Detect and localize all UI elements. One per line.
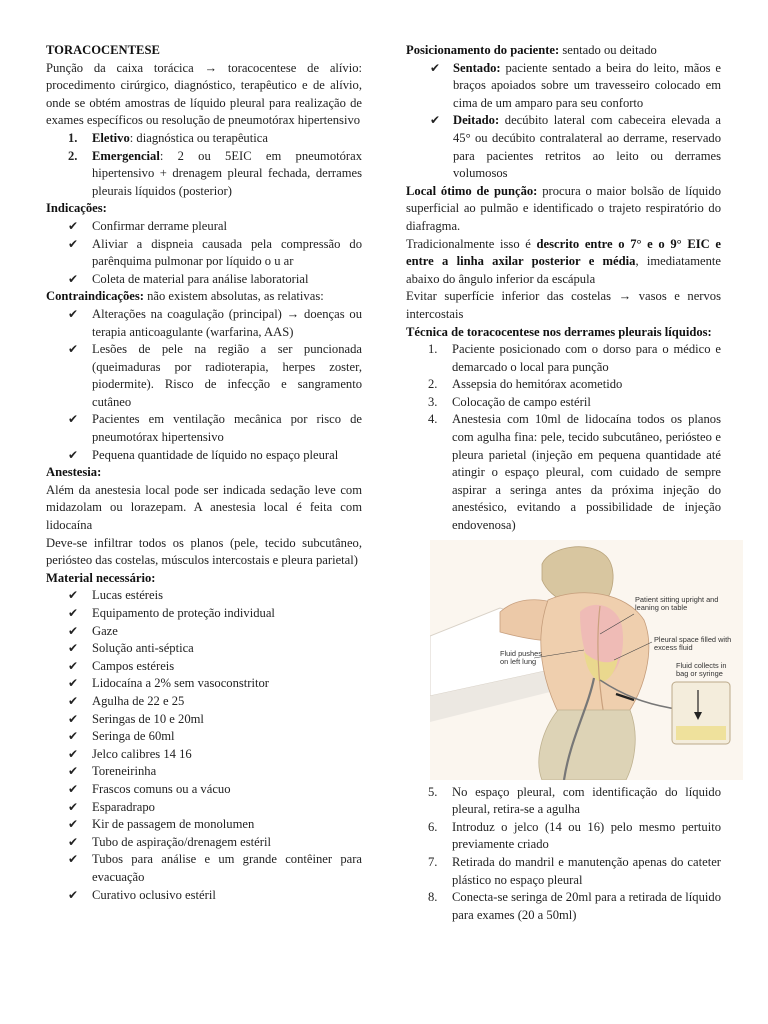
type-number: 2. [68, 148, 78, 163]
type-term: Eletivo [92, 130, 130, 145]
material-item [46, 658, 362, 676]
indication-item-text: Confirmar derrame pleural [92, 218, 227, 233]
illustration-drawing [430, 540, 743, 780]
material-item-text: Seringas de 10 e 20ml [92, 711, 204, 726]
step-number: 4. [428, 412, 438, 427]
contraindication-item [46, 447, 362, 465]
material-item [46, 623, 362, 641]
positioning-heading: Posicionamento do paciente: [406, 43, 560, 57]
indication-item [46, 271, 362, 289]
step-text: Conecta-se seringa de 20ml para a retirada de líquido para exames (20 a 50ml) [452, 890, 721, 922]
checkmark-icon: ✔ [68, 852, 79, 867]
step-text: No espaço pleural, com identificação do líquido pleural, retira-se a agulha [452, 784, 721, 817]
material-item-text: Tubos para análise e um grande contêiner para evacuação [92, 852, 362, 884]
label-pleural-space: Pleural space filled with excess fluid [654, 634, 732, 653]
checkmark-icon: ✔ [68, 781, 79, 796]
checkmark-icon: ✔ [68, 658, 79, 673]
type-description: : 2 ou 5EIC em pneumotórax hipertensivo + drenagem pleural fechada, derrames pleurais líquidos (posterior) [92, 148, 362, 198]
positioning-list [406, 60, 721, 183]
material-item-text: Esparadrapo [92, 799, 155, 814]
checkmark-icon: ✔ [68, 764, 79, 779]
material-item-text: Lucas estéreis [92, 588, 163, 603]
type-item [46, 130, 362, 148]
position-description: paciente sentado a beira do leito, mãos e braços apoiados sobre um travesseiro colocado em cima de um amparo para seu conforto [453, 60, 721, 110]
step-number: 5. [428, 784, 438, 799]
material-item-text: Frascos comuns ou a vácuo [92, 781, 231, 796]
contraindication-item-text: Pacientes em ventilação mecânica por risco de pneumotórax hipertensivo [92, 412, 362, 445]
checkmark-icon: ✔ [68, 623, 79, 638]
material-item-text: Equipamento de proteção individual [92, 606, 275, 620]
step-text: Retirada do mandril e manutenção apenas do cateter plástico no espaço pleural [452, 855, 721, 887]
type-description: : diagnóstica ou terapêutica [129, 130, 268, 145]
checkmark-icon: ✔ [68, 711, 79, 726]
technique-step [406, 784, 721, 819]
contraindication-item-text: Alterações na coagulação (principal) → doenças ou terapia anticoagulante (warfarina, AAS) [92, 306, 362, 339]
material-item [46, 887, 362, 905]
material-item-text: Agulha de 22 e 25 [92, 693, 185, 708]
types-list [46, 130, 362, 200]
checkmark-icon: ✔ [68, 746, 79, 761]
material-item-text: Solução anti-séptica [92, 641, 194, 656]
checkmark-icon: ✔ [430, 60, 441, 75]
indication-item [46, 236, 362, 271]
contraindications-heading: Contraindicações: [46, 289, 144, 304]
intro-paragraph: Punção da caixa torácica → toracocentese de alívio: procedimento cirúrgico, diagnóstico, terapêutico e de alívio, onde se obtém amostras de líquido pleural para realização de exames específicos ou resolução de pneumotórax hipertensivo [46, 60, 362, 128]
material-item [46, 693, 362, 711]
checkmark-icon: ✔ [68, 588, 79, 603]
step-text: Introduz o jelco (14 ou 16) pelo mesmo pertuito previamente criado [452, 819, 721, 852]
material-item [46, 587, 362, 605]
type-number: 1. [68, 130, 78, 145]
material-item [46, 834, 362, 852]
type-item [46, 148, 362, 201]
step-number: 1. [428, 342, 438, 357]
checkmark-icon: ✔ [68, 676, 79, 691]
document-title: TORACOCENTESE [46, 43, 160, 57]
label-fluid-collects: Fluid collects in bag or syringe [676, 660, 727, 679]
positioning-line [406, 42, 721, 60]
material-item-text: Gaze [92, 623, 118, 638]
technique-step [406, 411, 721, 534]
right-column [406, 42, 732, 924]
checkmark-icon: ✔ [68, 799, 79, 814]
indication-item-text: Aliviar a dispneia causada pela compressão do parênquima pulmonar por líquido o u ar [92, 236, 362, 269]
checkmark-icon: ✔ [68, 412, 79, 427]
contraindication-item-text: Pequena quantidade de líquido no espaço pleural [92, 447, 339, 462]
material-item [46, 640, 362, 658]
technique-step [406, 819, 721, 854]
indication-item-text: Coleta de material para análise laboratorial [92, 271, 309, 286]
material-item-text: Jelco calibres 14 16 [92, 746, 192, 761]
traditional-site-lead: Tradicionalmente isso é [406, 236, 537, 251]
material-item [46, 746, 362, 764]
position-term: Deitado: [453, 113, 500, 128]
checkmark-icon: ✔ [68, 236, 79, 251]
material-item [46, 763, 362, 781]
contraindication-item-text: Lesões de pele na região a ser puncionada (queimaduras por radioterapia, herpes zoster, piodermite). Risco de infecção e sangramento cutâneo [92, 342, 362, 409]
technique-step [406, 376, 721, 394]
traditional-site-paragraph [406, 236, 721, 289]
puncture-site-heading: Local ótimo de punção: [406, 183, 538, 198]
materials-list [46, 587, 362, 904]
material-item [46, 799, 362, 817]
checkmark-icon: ✔ [68, 342, 79, 357]
material-item [46, 728, 362, 746]
position-item [406, 112, 721, 182]
checkmark-icon: ✔ [68, 834, 79, 849]
indication-item [46, 218, 362, 236]
material-item-text: Lidocaína a 2% sem vasoconstritor [92, 676, 269, 691]
contraindication-item [46, 411, 362, 446]
technique-step [406, 854, 721, 889]
label-patient-position: Patient sitting upright and leaning on table [635, 594, 719, 613]
checkmark-icon: ✔ [68, 447, 79, 462]
contraindication-item [46, 306, 362, 341]
step-number: 8. [428, 890, 438, 905]
material-item [46, 816, 362, 834]
anesthesia-heading: Anestesia: [46, 465, 102, 480]
checkmark-icon: ✔ [68, 641, 79, 656]
material-item-text: Toreneirinha [92, 764, 157, 779]
step-number: 7. [428, 855, 438, 869]
positioning-subtitle: sentado ou deitado [559, 43, 657, 57]
technique-step [406, 341, 721, 376]
type-term: Emergencial [92, 148, 160, 163]
checkmark-icon: ✔ [68, 271, 79, 286]
materials-heading: Material necessário: [46, 570, 156, 585]
checkmark-icon: ✔ [68, 218, 79, 233]
traditional-site-emphasis: descrito entre o 7° e o 9° EIC e entre a linha axilar posterior e média [406, 236, 721, 269]
step-number: 6. [428, 819, 438, 834]
technique-steps-part-2 [406, 784, 721, 925]
material-item [46, 711, 362, 729]
technique-step [406, 889, 721, 924]
contraindications-line [46, 288, 362, 306]
contraindication-item [46, 341, 362, 411]
step-text: Anestesia com 10ml de lidocaína todos os planos com agulha fina: pele, tecido subcutâneo, periósteo e pleura parietal (injeção em pequena quantidade até atingir o espaço pleural, com cuidado de sempre aspirar a seringa antes da próxima injeção do anestésico, evitando a possibilidade de injeção endovenosa) [452, 412, 721, 533]
checkmark-icon: ✔ [68, 606, 79, 620]
step-text: Assepsia do hemitórax acometido [452, 377, 623, 392]
technique-step [406, 394, 721, 412]
thoracentesis-illustration [430, 540, 743, 780]
material-item [46, 605, 362, 623]
step-text: Paciente posicionado com o dorso para o médico e demarcado o local para punção [452, 342, 721, 374]
indications-list [46, 218, 362, 288]
material-item-text: Curativo oclusivo estéril [92, 887, 216, 902]
technique-steps-part-1 [406, 341, 721, 535]
left-column [46, 42, 362, 904]
checkmark-icon: ✔ [68, 817, 79, 832]
puncture-site-paragraph [406, 183, 721, 236]
step-number: 2. [428, 377, 438, 392]
material-item-text: Seringa de 60ml [92, 729, 175, 744]
contraindications-list [46, 306, 362, 464]
material-item [46, 675, 362, 693]
indications-heading: Indicações: [46, 201, 107, 216]
step-number: 3. [428, 394, 438, 409]
checkmark-icon: ✔ [68, 306, 79, 321]
position-term: Sentado: [453, 60, 501, 75]
anesthesia-paragraph-2: Deve-se infiltrar todos os planos (pele, tecido subcutâneo, periósteo das costelas, músculos intercostais e pleura parietal) [46, 535, 362, 568]
technique-heading: Técnica de toracocentese nos derrames pleurais líquidos: [406, 324, 712, 339]
material-item [46, 781, 362, 799]
contraindications-subtitle: não existem absolutas, as relativas: [143, 289, 324, 304]
avoid-paragraph: Evitar superfície inferior das costelas → vasos e nervos intercostais [406, 289, 721, 321]
checkmark-icon: ✔ [430, 113, 441, 128]
checkmark-icon: ✔ [68, 693, 79, 708]
position-description: decúbito lateral com cabeceira elevada a 45° ou decúbito contralateral ao derrame, reservado para pacientes retritos ao leito ou derrames volumosos [453, 113, 721, 181]
step-text: Colocação de campo estéril [452, 394, 591, 409]
material-item-text: Kir de passagem de monolumen [92, 817, 255, 832]
checkmark-icon: ✔ [68, 887, 79, 902]
material-item-text: Campos estéreis [92, 658, 175, 673]
material-item-text: Tubo de aspiração/drenagem estéril [92, 834, 271, 849]
traditional-site-tail: , imediatamente abaixo do ângulo inferior da escápula [406, 254, 721, 286]
label-fluid-pushes-lung: Fluid pushes on left lung [500, 648, 542, 667]
position-item [406, 60, 721, 113]
checkmark-icon: ✔ [68, 729, 79, 744]
anesthesia-paragraph-1: Além da anestesia local pode ser indicada sedação leve com midazolam ou lorazepam. A anestesia local é feita com lidocaína [46, 482, 362, 533]
material-item [46, 851, 362, 886]
puncture-site-text: procura o maior bolsão de líquido superficial ao pulmão e identificado o trajeto respiratório do diafragma. [406, 183, 721, 233]
